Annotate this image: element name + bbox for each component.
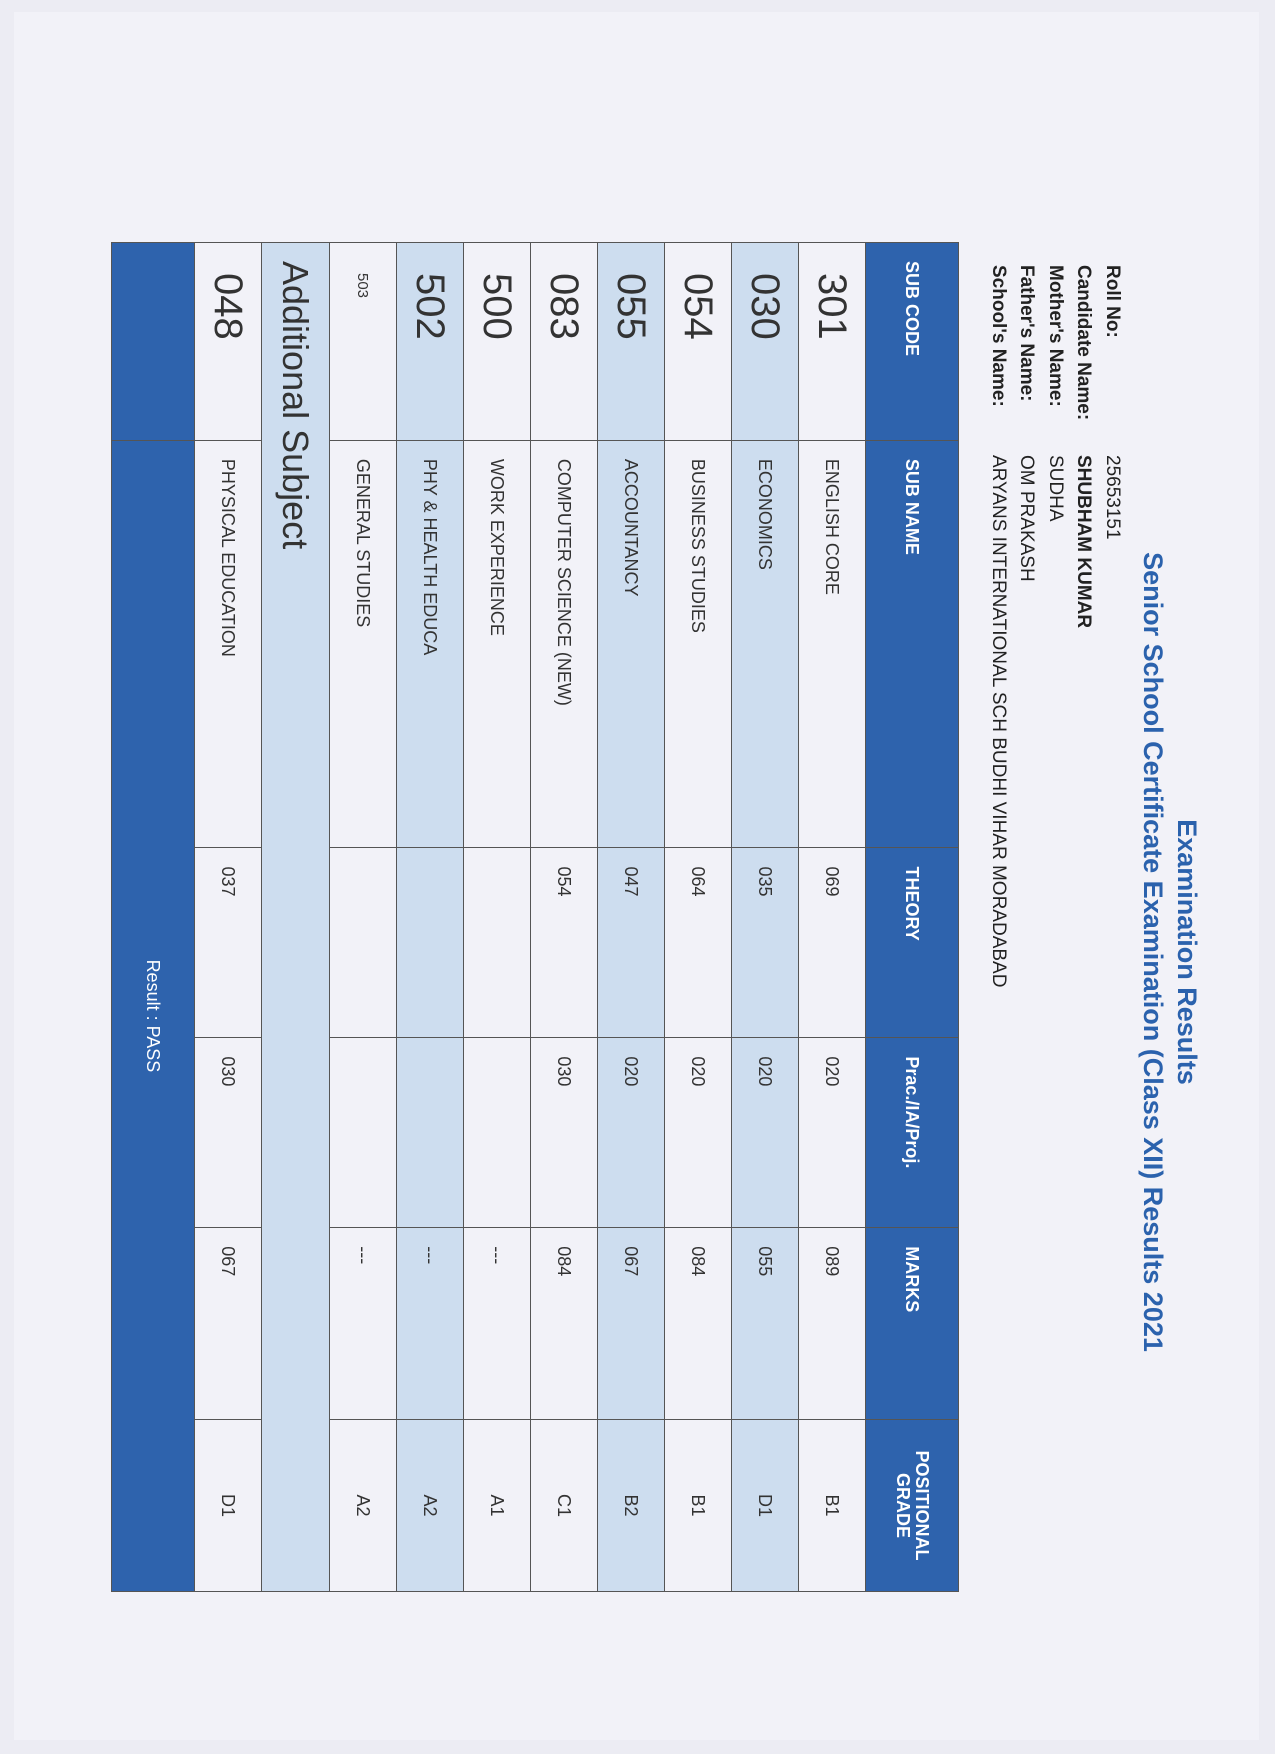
cell-grade: C1	[531, 1420, 598, 1592]
info-candidate-name	[1069, 265, 1098, 987]
header-theory: THEORY	[866, 848, 959, 1038]
cell-theory: 064	[665, 848, 732, 1038]
additional-subject-row	[262, 243, 330, 1592]
header-prac: Prac./IA/Proj.	[866, 1038, 959, 1228]
cell-code: 301	[799, 243, 866, 441]
header-grade	[866, 1420, 959, 1592]
cell-name: ECONOMICS	[732, 440, 799, 848]
header-marks: MARKS	[866, 1228, 959, 1420]
cell-code: 030	[732, 243, 799, 441]
info-label: Father's Name:	[1016, 265, 1038, 402]
cell-prac: 020	[732, 1038, 799, 1228]
footer-blank	[112, 243, 195, 441]
heading-subtitle: Senior School Certificate Examination (Class XII) Results 2021	[1138, 552, 1168, 1352]
cell-name: ACCOUNTANCY	[598, 440, 665, 848]
info-father-name	[1012, 265, 1041, 987]
cell-name: BUSINESS STUDIES	[665, 440, 732, 848]
header-grade-line2: GRADE	[893, 1473, 913, 1539]
cell-grade: A1	[464, 1420, 531, 1592]
info-label: School's Name:	[988, 265, 1009, 407]
marks-table	[111, 242, 959, 1592]
result-heading	[1136, 187, 1204, 1717]
cell-code: 055	[598, 243, 665, 441]
cell-marks: 067	[598, 1228, 665, 1420]
cell-code: 083	[531, 243, 598, 441]
cell-name: PHY & HEALTH EDUCA	[397, 440, 464, 848]
cell-theory: 037	[195, 848, 262, 1038]
info-value: OM PRAKASH	[1016, 455, 1038, 582]
cell-prac: 030	[195, 1038, 262, 1228]
table-row	[732, 243, 799, 1592]
cell-theory	[330, 848, 397, 1038]
cell-code: 503	[330, 243, 397, 441]
info-roll-no	[1098, 265, 1127, 987]
cell-code: 500	[464, 243, 531, 441]
cell-name: PHYSICAL EDUCATION	[195, 440, 262, 848]
header-sub-name: SUB NAME	[866, 440, 959, 848]
heading-title: Examination Results	[1172, 819, 1202, 1085]
cell-name: COMPUTER SCIENCE (NEW)	[531, 440, 598, 848]
cell-code: 502	[397, 243, 464, 441]
cell-theory: 054	[531, 848, 598, 1038]
info-label: Mother's Name:	[1045, 265, 1066, 407]
table-row	[598, 243, 665, 1592]
info-label: Candidate Name:	[1073, 265, 1095, 421]
info-value: ARYANS INTERNATIONAL SCH BUDHI VIHAR MORADABAD	[988, 455, 1009, 988]
additional-subject-label: Additional Subject	[262, 243, 330, 1592]
cell-marks: 067	[195, 1228, 262, 1420]
cell-theory: 069	[799, 848, 866, 1038]
cell-grade: D1	[732, 1420, 799, 1592]
rotated-result-sheet	[143, 187, 1204, 1717]
cell-marks: ---	[464, 1228, 531, 1420]
table-row	[397, 243, 464, 1592]
result-footer-row	[112, 243, 195, 1592]
cell-prac: 030	[531, 1038, 598, 1228]
cell-marks: 089	[799, 1228, 866, 1420]
header-grade-line1: POSITIONAL	[912, 1450, 932, 1561]
header-sub-code: SUB CODE	[866, 243, 959, 441]
cell-grade: A2	[330, 1420, 397, 1592]
cell-theory	[397, 848, 464, 1038]
cell-grade: B2	[598, 1420, 665, 1592]
info-value: 25653151	[1102, 455, 1123, 540]
info-label: Roll No:	[1102, 265, 1123, 338]
cell-marks: ---	[397, 1228, 464, 1420]
table-header-row	[866, 243, 959, 1592]
cell-marks: 055	[732, 1228, 799, 1420]
cell-prac: 020	[598, 1038, 665, 1228]
cell-name: ENGLISH CORE	[799, 440, 866, 848]
cell-code: 048	[195, 243, 262, 441]
table-row	[665, 243, 732, 1592]
cell-theory	[464, 848, 531, 1038]
info-value: SHUBHAM KUMAR	[1073, 455, 1095, 629]
cell-code: 054	[665, 243, 732, 441]
result-text: Result : PASS	[112, 440, 195, 1591]
cell-grade: A2	[397, 1420, 464, 1592]
table-row	[330, 243, 397, 1592]
cell-name: GENERAL STUDIES	[330, 440, 397, 848]
cell-theory: 035	[732, 848, 799, 1038]
cell-prac	[464, 1038, 531, 1228]
info-school-name	[984, 265, 1013, 987]
cell-marks: ---	[330, 1228, 397, 1420]
table-row	[195, 243, 262, 1592]
cell-prac	[397, 1038, 464, 1228]
cell-marks: 084	[531, 1228, 598, 1420]
cell-grade: B1	[665, 1420, 732, 1592]
table-row	[464, 243, 531, 1592]
scanned-page	[14, 12, 1259, 1740]
cell-grade: B1	[799, 1420, 866, 1592]
cell-marks: 084	[665, 1228, 732, 1420]
cell-prac: 020	[799, 1038, 866, 1228]
info-mother-name	[1041, 265, 1070, 987]
table-row	[799, 243, 866, 1592]
cell-theory: 047	[598, 848, 665, 1038]
info-value: SUDHA	[1045, 455, 1066, 522]
cell-grade: D1	[195, 1420, 262, 1592]
table-row	[531, 243, 598, 1592]
cell-prac: 020	[665, 1038, 732, 1228]
cell-prac	[330, 1038, 397, 1228]
candidate-info	[984, 265, 1127, 987]
cell-name: WORK EXPERIENCE	[464, 440, 531, 848]
